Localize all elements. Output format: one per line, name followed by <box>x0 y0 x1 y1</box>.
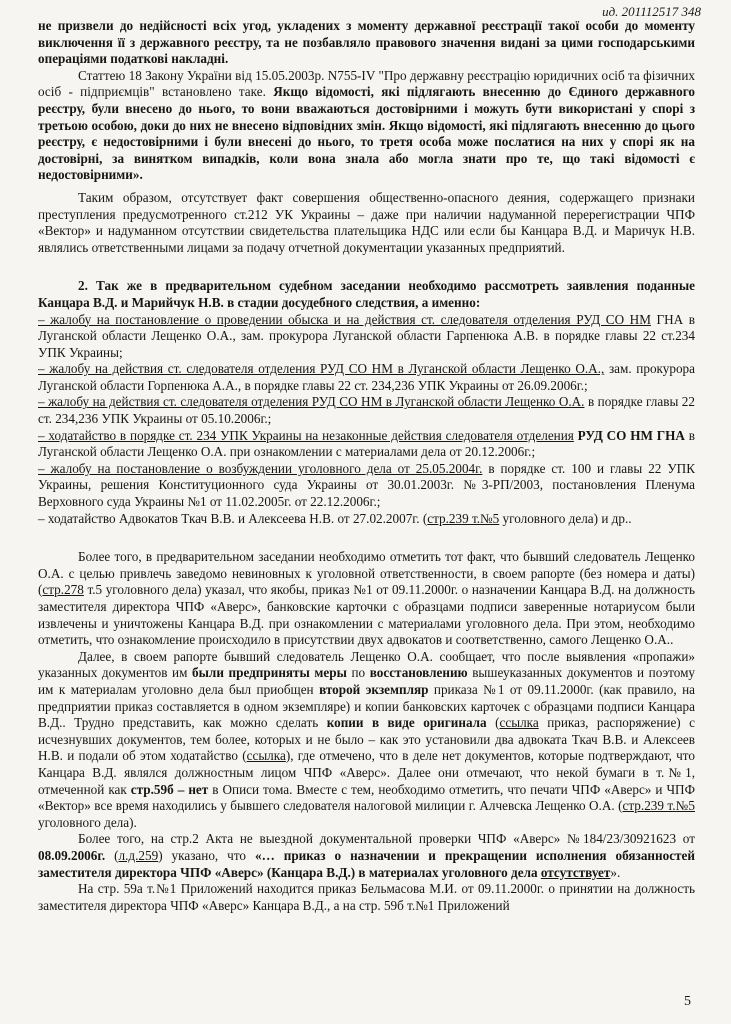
emphasis-text: стр.59б – нет <box>130 781 209 797</box>
list-item-underlined: – жалобу на постановление о проведении обыска и на действия ст. следователя отделения РУД СО НМ <box>38 311 651 327</box>
paragraph-text: т.5 уголовного дела) указал, что якобы, приказ №1 от 09.11.2000г. о назначении Канцара В.Д. на должность заместителя директора ЧПФ «Аверс», банковские карточки с образцами подписи заверенные нотариусом были извлечены и уничтожены Канцара В.Д. при ознакомлении с материалами уголовного дела. При этом, необходимо отметить, что ознакомление происходило в присутствии двух адвокатов и соответственно, самого Лещенко О.А.. <box>38 582 695 648</box>
list-item-complaint-2 <box>38 361 695 394</box>
paragraph-continuation: не призвели до недійсності всіх угод, укладених з моменту державної реєстрації такої особи до моменту виключення її з державного реєстру, та не позбавляло правового значення видані за цими господарськими операціями податкові накладні. <box>38 18 695 67</box>
list-item-text: в Луганской области Лещенко О.А. при ознакомлении с материалами дела от 20.12.2006г.; <box>38 427 695 460</box>
emphasis-text: 08.09.2006г. <box>38 847 106 863</box>
list-item-motion-4 <box>38 428 695 461</box>
paragraph-text: приказа №1 от 09.11.2000г. (как правило, на предприятии приказ составляется в одном экземпляре) и копии банковских карточек с образцами подписи Канцара В.Д.. Трудно представить, как можно сделать <box>38 681 695 731</box>
paragraph-conclusion: Таким образом, отсутствует факт совершения общественно-опасного деяния, содержащего признаки преступления предусмотренного ст.212 УК Украины – даже при наличии надуманной перерегистрации ЧПФ «Вектор» и надуманном отсутствии свидетельства плательщика НДС или если бы Канцара В.Д. и Маричук Н.В. являлись ответственными лицами за подачу отчетной документации указанных предприятий. <box>38 189 695 255</box>
paragraph-report-details <box>38 649 695 832</box>
paragraph-text: ) указано, что <box>158 847 255 863</box>
law-quote-bold: Якщо відомості, які підлягають внесенню до Єдиного державного реєстру, були внесено до нього, то вони вважаються достовірними і можуть бути використані у спорі з третьою особою, доки до них не внесено відповідних змін. Якщо відомості, які підлягають внесенню до цього реєстру, є недостовірними і були внесені до нього, то третя особа може послатися на них у спорі як на достовірні, за винятком випадків, коли вона знала або могла знати про те, що такі відомості є недостовірними». <box>38 84 696 183</box>
paragraph-appendix: На стр. 59а т.№1 Приложений находится приказ Бельмасова М.И. от 09.11.2000г. о принятии на должность заместителя директора ЧПФ «Аверс» Канцара В.Д., а на стр. 59б т.№1 Приложений <box>38 881 695 913</box>
paragraph-text: в Описи тома. Вместе с тем, необходимо отметить, что печати ЧПФ «Аверс» и ЧПФ «Вектор» все время находились у бывшего следователя налоговой милиции г. Алчевска Лещенко О.А. ( <box>38 781 695 814</box>
emphasis-text: были предприняты меры <box>192 665 347 681</box>
paragraph-text: по <box>346 665 370 681</box>
emphasis-text: копии в виде оригинала <box>326 715 487 731</box>
list-item-text: в порядке главы 22 ст. 234,236 УПК Украины от 05.10.2006г.; <box>38 394 695 427</box>
emphasis-text: восстановлению <box>369 665 468 681</box>
paragraph-text: ( <box>486 715 500 731</box>
paragraph-text: ), где отмечено, что в деле нет документов, которые подтверждают, что Канцара В.Д. являлся должностным лицом ЧПФ «Аверс». Далее они отмечают, что некой бумаги в т.№1, отмеченной как <box>38 748 695 797</box>
list-item-underlined: – ходатайство в порядке ст. 234 УПК Украины на незаконные действия следователя отделения <box>38 427 574 443</box>
paragraph-text: приказ, распоряжение) с исчезнувших документов, тем более, которых и не было – как это установили два адвоката Ткач В.В. и Алексеев Н.В. и подали об этом ходатайство ( <box>38 715 695 764</box>
list-item-motion-6 <box>38 511 695 528</box>
list-item-text: ГНА в Луганской области Лещенко О.А., зам. прокурора Луганской области Гарпенюка А.В. в порядке главы 22 ст.234 УПК Украины; <box>38 311 695 360</box>
list-item-text: уголовного дела) и др.. <box>499 510 632 526</box>
paragraph-text: Более того, в предварительном заседании необходимо отметить тот факт, что бывший следователь Лещенко О.А. с целью привлечь заведомо невиновных к уголовной ответственности, в своем рапорте (без номера и даты) ( <box>38 549 695 598</box>
page-reference: стр.239 т.№5 <box>622 798 695 814</box>
list-item-complaint-1 <box>38 312 695 362</box>
paragraph-text: вышеуказанных документов и поэтому им к материалам уголовно дела был приобщен <box>38 665 696 697</box>
reference-link: ссылка <box>499 715 539 731</box>
paragraph-text: Более того, на стр.2 Акта не выездной документальной проверки ЧПФ «Аверс» №184/23/30921623 от <box>78 831 695 847</box>
list-item-text: – ходатайство Адвокатов Ткач В.В. и Алексеева Н.В. от 27.02.2007г. ( <box>38 510 428 526</box>
list-item-bold: РУД СО НМ ГНА <box>573 427 685 443</box>
list-item-complaint-3 <box>38 394 695 427</box>
case-number-stamp: ид. 201112517 348 <box>602 4 701 19</box>
paragraph-text: ». <box>610 864 621 880</box>
paragraph-text: ( <box>105 847 119 863</box>
page-reference: л.д.259 <box>118 847 159 863</box>
section-2-heading: 2. Так же в предварительном судебном заседании необходимо рассмотреть заявления поданные Канцара В.Д. и Марийчук Н.В. в стадии досудебного следствия, а именно: <box>38 278 695 310</box>
list-item-underlined: – жалобу на постановление о возбуждении уголовного дела от 25.05.2004г. <box>38 460 483 476</box>
paragraph-investigator-report <box>38 549 695 649</box>
reference-link: ссылка <box>246 748 286 764</box>
list-item-text: в порядке ст. 100 и главы 22 УПК Украины, решения Конституционного суда Украины от 30.01.2003г. №3-РП/2003, постановления Пленума Верховного суда Украины №1 от 11.02.2005г. от 22.12.2006г.; <box>38 460 695 510</box>
emphasis-text: второй экземпляр <box>319 681 429 697</box>
law-citation-text: Статтею 18 Закону України від 15.05.2003р. N755-IV "Про державну реєстрацію юридичних осіб та фізичних осіб - підприємців" встановлено таке. <box>38 67 695 100</box>
paragraph-law-article <box>38 68 695 184</box>
list-item-underlined: – жалобу на действия ст. следователя отделения РУД СО НМ в Луганской области Лещенко О.А. <box>38 394 585 410</box>
page-number: 5 <box>684 994 691 1009</box>
list-item-underlined: – жалобу на действия ст. следователя отделения РУД СО НМ в Луганской области Лещенко О.А., <box>38 361 605 377</box>
list-item-text: зам. прокурора Луганской области Горпенюка А.А., в порядке главы 22 ст. 234,236 УПК Украины от 26.09.2006г.; <box>38 361 695 393</box>
paragraph-audit-act <box>38 831 695 881</box>
page-reference: стр.278 <box>42 582 84 598</box>
page-reference: стр.239 т.№5 <box>427 510 500 526</box>
document-body <box>38 18 695 914</box>
emphasis-underlined-text: отсутствует <box>540 864 611 880</box>
list-item-complaint-5 <box>38 461 695 511</box>
emphasis-text: «… приказ о назначении и прекращении исполнения обязанностей заместителя директора ЧПФ «Аверс» (Канцара В.Д.) в материалах уголовного дела <box>38 847 695 880</box>
paragraph-text: уголовного дела). <box>38 814 137 830</box>
paragraph-text: Далее, в своем рапорте бывший следователь Лещенко О.А. сообщает, что после выявления «пропажи» указанных документов им <box>38 648 695 681</box>
